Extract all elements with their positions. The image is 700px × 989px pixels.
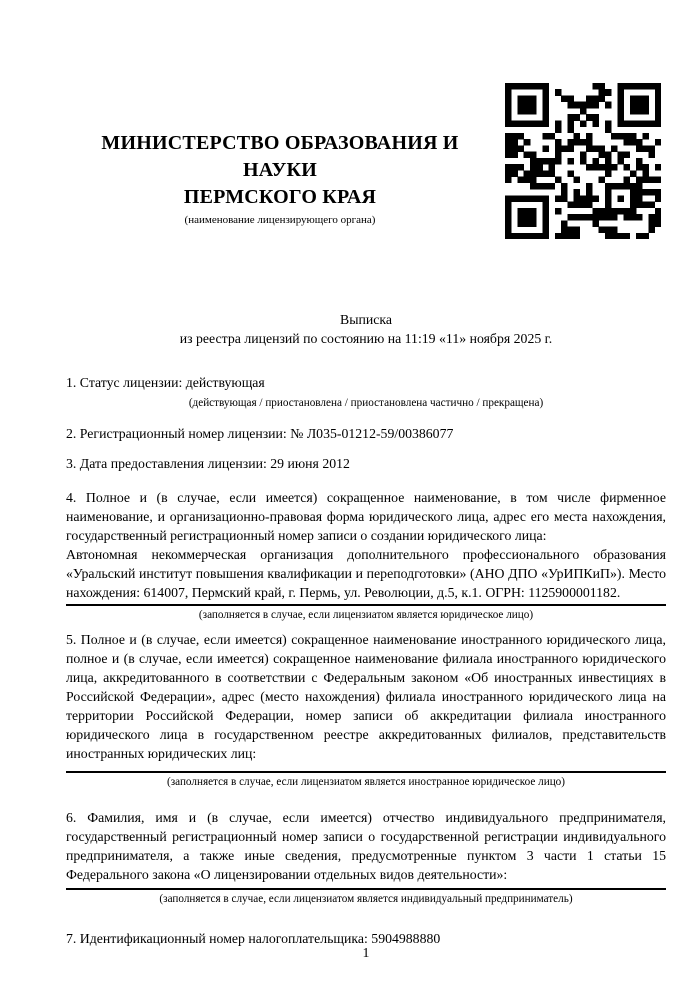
foreign-entity-heading: 5. Полное и (в случае, если имеется) сокращенное наименование иностранного юридического лица, полное и (в случае, если имеется) сокращенное наименование филиала иностранного юридического лица, аккредитованного в соответствии с Федеральным законом «Об иностранных инвестициях в Российской Федерации», адрес (место нахождения) филиала иностранного юридического лица на территории Российской Федерации, номер записи об аккредитации филиала иностранного юридического лица в государственном реестре аккредитованных филиалов, представительств иностранных юридических лиц: xyxy=(66,632,666,761)
entrepreneur-fill-line xyxy=(66,888,666,890)
license-grant-date-line: 3. Дата предоставления лицензии: 29 июня 2012 xyxy=(66,456,350,471)
license-registration-number-line: 2. Регистрационный номер лицензии: № Л035-01212-59/00386077 xyxy=(66,426,454,441)
entrepreneur-caption: (заполняется в случае, если лицензиатом является индивидуальный предприниматель) xyxy=(159,893,573,905)
ministry-name-line2: ПЕРМСКОГО КРАЯ xyxy=(183,186,377,208)
document-header xyxy=(66,0,666,310)
issuing-authority-caption: (наименование лицензирующего органа) xyxy=(184,214,376,226)
document-title-block xyxy=(66,310,666,348)
legal-entity-heading: 4. Полное и (в случае, если имеется) сокращенное наименование, в том числе фирменное наименование, и организационно-правовая форма юридического лица, адрес его места нахождения, государственный регистрационный номер записи о создании юридического лица: xyxy=(66,490,666,543)
license-status-line: 1. Статус лицензии: действующая xyxy=(66,375,265,390)
legal-entity-caption: (заполняется в случае, если лицензиатом является юридическое лицо) xyxy=(198,609,534,621)
legal-entity-fill-line xyxy=(66,604,666,606)
foreign-entity-fill-line xyxy=(66,771,666,773)
document-title-line2: из реестра лицензий по состоянию на 11:19 «11» ноября 2025 г. xyxy=(179,331,553,346)
license-status-options-caption: (действующая / приостановлена / приостановлена частично / прекращена) xyxy=(188,397,544,409)
issuing-authority-block xyxy=(66,130,494,227)
qr-code-icon xyxy=(505,83,661,239)
foreign-entity-caption: (заполняется в случае, если лицензиатом является иностранное юридическое лицо) xyxy=(166,776,565,788)
ministry-name-line1: МИНИСТЕРСТВО ОБРАЗОВАНИЯ И НАУКИ xyxy=(101,132,459,181)
page-number: 1 xyxy=(362,945,370,960)
document-title-line1: Выписка xyxy=(340,312,392,327)
entrepreneur-heading: 6. Фамилия, имя и (в случае, если имеется) отчество индивидуального предпринимателя, государственный регистрационный номер записи о государственной регистрации индивидуального предпринимателя, а также иные сведения, предусмотренные пунктом 3 части 1 статьи 15 Федерального закона «О лицензировании отдельных видов деятельности»: xyxy=(66,810,666,882)
legal-entity-value: Автономная некоммерческая организация дополнительного профессионального образования «Уральский институт повышения квалификации и переподготовки» (АНО ДПО «УрИПКиП»). Место нахождения: 614007, Пермский край, г. Пермь, ул. Революции, д.5, к.1. ОГРН: 1125900001182. xyxy=(66,547,666,600)
taxpayer-number-line: 7. Идентификационный номер налогоплательщика: 5904988880 xyxy=(66,931,441,946)
